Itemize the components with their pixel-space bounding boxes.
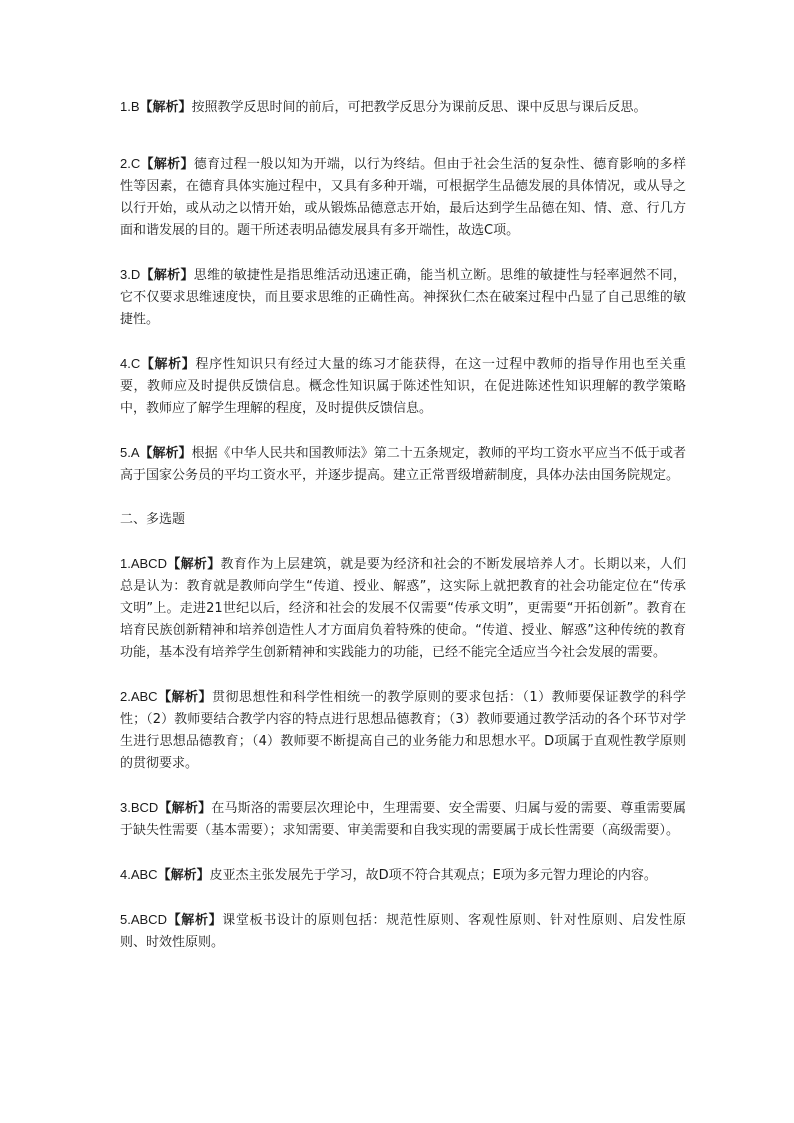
answer-number: 4.C xyxy=(120,356,141,371)
analysis-tag: 【解析】 xyxy=(139,100,192,115)
single-choice-answer-4 xyxy=(120,353,686,420)
analysis-text: 按照教学反思时间的前后，可把教学反思分为课前反思、课中反思与课后反思。 xyxy=(191,100,647,115)
analysis-text: 程序性知识只有经过大量的练习才能获得，在这一过程中教师的指导作用也至关重要，教师应及时提供反馈信息。概念性知识属于陈述性知识，在促进陈述性知识理解的教学策略中，教师应了解学生理解的程度，及时提供反馈信息。 xyxy=(120,357,686,416)
analysis-text: 课堂板书设计的原则包括：规范性原则、客观性原则、针对性原则、启发性原则、时效性原则。 xyxy=(120,913,686,950)
analysis-text: 贯彻思想性和科学性相统一的教学原则的要求包括：（1）教师要保证教学的科学性；（2）教师要结合教学内容的特点进行思想品德教育；（3）教师要通过教学活动的各个环节对学生进行思想品德教育；（4）教师要不断提高自己的业务能力和思想水平。D项属于直观性教学原则的贯彻要求。 xyxy=(120,690,686,771)
answer-number: 3.D xyxy=(120,267,141,282)
analysis-text: 德育过程一般以知为开端，以行为终结。但由于社会生活的复杂性、德育影响的多样性等因素，在德育具体实施过程中，又具有多种开端，可根据学生品德发展的具体情况，或从导之以行开始，或从动之以情开始，或从锻炼品德意志开始，最后达到学生品德在知、情、意、行几方面和谐发展的目的。题干所述表明品德发展具有多开端性，故选C项。 xyxy=(120,157,686,238)
analysis-tag: 【解析】 xyxy=(140,357,196,372)
answer-number: 5.A xyxy=(120,445,140,460)
analysis-text: 教育作为上层建筑，就是要为经济和社会的不断发展培养人才。长期以来，人们总是认为：教育就是教师向学生“传道、授业、解惑”，这实际上就把教育的社会功能定位在“传承文明”上。走进21世纪以后，经济和社会的发展不仅需要“传承文明”，更需要“开拓创新”。教育在培育民族创新精神和培养创造性人才方面肩负着特殊的使命。“传道、授业、解惑”这种传统的教育功能，基本没有培养学生创新精神和实践能力的功能，已经不能完全适应当今社会发展的需要。 xyxy=(120,557,686,660)
analysis-tag: 【解析】 xyxy=(158,801,212,816)
analysis-tag: 【解析】 xyxy=(139,446,192,461)
multi-choice-answer-5 xyxy=(120,909,686,954)
answer-number: 5.ABCD xyxy=(120,912,167,927)
analysis-tag: 【解析】 xyxy=(140,268,194,283)
answer-number: 4.ABC xyxy=(120,867,158,882)
analysis-tag: 【解析】 xyxy=(157,690,213,705)
analysis-text: 皮亚杰主张发展先于学习，故D项不符合其观点；E项为多元智力理论的内容。 xyxy=(209,868,657,883)
answer-explanations xyxy=(120,96,686,954)
analysis-tag: 【解析】 xyxy=(140,157,194,172)
multi-choice-answer-4 xyxy=(120,864,686,887)
multi-choice-answer-1 xyxy=(120,553,686,664)
section-heading-multi-choice: 二、多选题 xyxy=(120,512,186,527)
answer-number: 1.ABCD xyxy=(120,556,167,571)
analysis-tag: 【解析】 xyxy=(157,868,210,883)
multi-choice-answer-3 xyxy=(120,797,686,842)
analysis-text: 在马斯洛的需要层次理论中，生理需要、安全需要、归属与爱的需要、尊重需要属于缺失性需要（基本需要）；求知需要、审美需要和自我实现的需要属于成长性需要（高级需要）。 xyxy=(120,801,686,838)
answer-number: 2.ABC xyxy=(120,689,158,704)
single-choice-answer-1 xyxy=(120,96,686,119)
single-choice-answer-3 xyxy=(120,264,686,331)
answer-number: 1.B xyxy=(120,99,140,114)
analysis-tag: 【解析】 xyxy=(166,913,223,928)
analysis-text: 思维的敏捷性是指思维活动迅速正确，能当机立断。思维的敏捷性与轻率迥然不同，它不仅要求思维速度快，而且要求思维的正确性高。神探狄仁杰在破案过程中凸显了自己思维的敏捷性。 xyxy=(120,268,686,327)
analysis-tag: 【解析】 xyxy=(166,557,221,572)
single-choice-answer-2 xyxy=(120,153,686,242)
answer-number: 3.BCD xyxy=(120,800,159,815)
analysis-text: 根据《中华人民共和国教师法》第二十五条规定，教师的平均工资水平应当不低于或者高于国家公务员的平均工资水平，并逐步提高。建立正常晋级增薪制度，具体办法由国务院规定。 xyxy=(120,446,686,483)
single-choice-answer-5 xyxy=(120,442,686,487)
multi-choice-answer-2 xyxy=(120,686,686,775)
answer-number: 2.C xyxy=(120,156,141,171)
